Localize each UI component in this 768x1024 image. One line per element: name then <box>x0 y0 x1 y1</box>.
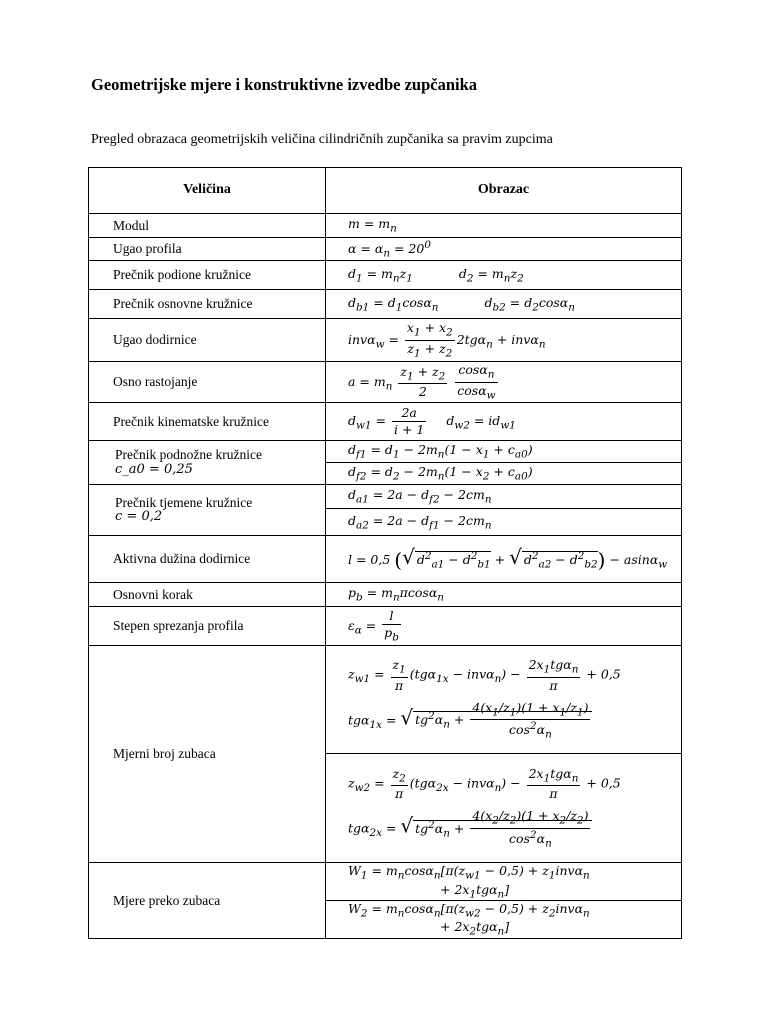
formula-aktivna-duzina: l = 0,5 (√ $d^2_{a1} - d^2_{b1}$ + √ $d^2_{a2} - d^2_{b2}) - asin\alpha_w$ <box>326 536 682 583</box>
formula-podnozna-2: $d_{f2} = d_2 - 2m_n(1 - x_2 + c_{a0})$ <box>326 463 682 485</box>
formula-podiona: $d_1 = m_nz_1$ $d_2 = m_nz_2$ <box>326 261 682 290</box>
table-row <box>89 485 682 509</box>
row-label: Prečnik podnožne kružnice <box>115 447 262 463</box>
row-label-group <box>89 485 326 536</box>
row-label: Ugao dodirnice <box>89 319 326 362</box>
formula-tjemena-2: $d_{a2} = 2a - d_{f1} - 2cm_n$ <box>326 509 682 536</box>
table-row <box>89 607 682 646</box>
formula-osno-rastojanje: $a = m_n$ $\frac{z_1 + z_2}{2}$ $\frac{\cos\alpha_n}{\cos\alpha_w}$ <box>326 362 682 403</box>
row-label: Osnovni korak <box>89 583 326 607</box>
header-velicina: Veličina <box>89 168 326 214</box>
table-row <box>89 403 682 441</box>
formula-osnovna: $d_{b1} = d_1\cos\alpha_n$ $d_{b2} = d_2\cos\alpha_n$ <box>326 290 682 319</box>
page-title: Geometrijske mjere i konstruktivne izvedbe zupčanika <box>91 75 478 94</box>
formula-mjere-preko-1: $W_1 = m_n\cos\alpha_n[\pi(z_{w1} - 0,5) + z_1inv\alpha_n$ + $2x_1tg\alpha_n$] <box>326 863 682 901</box>
row-label: Osno rastojanje <box>89 362 326 403</box>
formula-mjerni-broj-1: $z_{w1}$ = $\frac{z_1}{\pi}$ (tgα$_{1x}$ − invα$_n$) − $2x_1tg\alpha_n$ π + 0,5 tgα$_{1x}$ = √ $tg^2\alpha_n$ + $\frac{4(x_1/z_1)(1 + x_1/z_1)}{\cos^2\alpha_n}$ <box>326 646 682 754</box>
formula-mjere-preko-2: $W_2 = m_n\cos\alpha_n[\pi(z_{w2} - 0,5) + z_2inv\alpha_n$ + $2x_2tg\alpha_n$] <box>326 901 682 939</box>
row-label: Prečnik osnovne kružnice <box>89 290 326 319</box>
table-row <box>89 214 682 238</box>
page-subtitle: Pregled obrazaca geometrijskih veličina cilindričnih zupčanika sa pravim zupcima <box>91 132 553 147</box>
table-row <box>89 319 682 362</box>
formula-stepen-sprezanja: $\varepsilon_\alpha$ = $\frac{l}{p_b}$ <box>326 607 682 646</box>
formula-mjerni-broj-2: $z_{w2}$ = $\frac{z_2}{\pi}$ (tgα$_{2x}$ − invα$_n$) − $2x_1tg\alpha_n$ π + 0,5 tgα$_{2x}$ = √ $tg^2\alpha_n$ + $\frac{4(x_2/z_2)(1 + x_2/z_2)}{\cos^2\alpha_n}$ <box>326 754 682 863</box>
table-row <box>89 238 682 261</box>
row-label: Modul <box>89 214 326 238</box>
row-label: Mjerni broj zubaca <box>89 646 326 863</box>
row-sublabel: c_a0 = 0,25 <box>115 461 193 477</box>
formula-podnozna-1: $d_{f1} = d_1 - 2m_n(1 - x_1 + c_{a0})$ <box>326 441 682 463</box>
row-label: Aktivna dužina dodirnice <box>89 536 326 583</box>
row-label: Prečnik podione kružnice <box>89 261 326 290</box>
table-row <box>89 863 682 901</box>
table-row <box>89 290 682 319</box>
formula-ugao-dodirnice: invα$_w$ = $\frac{x_1 + x_2}{z_1 + z_2}$ 2tgα$_n$ + invα$_n$ <box>326 319 682 362</box>
formula-table <box>88 167 682 939</box>
formula-kinematska: $d_{w1}$ = $\frac{2a}{i + 1}$ $d_{w2} = id_{w1}$ <box>326 403 682 441</box>
row-label: Mjere preko zubaca <box>89 863 326 939</box>
row-label: Ugao profila <box>89 238 326 261</box>
header-obrazac: Obrazac <box>326 168 682 214</box>
table-header-row <box>89 168 682 214</box>
formula-modul: $m = m_n$ <box>326 214 682 238</box>
row-label: Stepen sprezanja profila <box>89 607 326 646</box>
table-row <box>89 362 682 403</box>
row-label: Prečnik tjemene kružnice <box>115 494 253 510</box>
formula-tjemena-1: $d_{a1} = 2a - d_{f2} - 2cm_n$ <box>326 485 682 509</box>
row-label-group <box>89 441 326 485</box>
formula-osnovni-korak: $p_b = m_n\pi\cos\alpha_n$ <box>326 583 682 607</box>
table-row <box>89 536 682 583</box>
table-row <box>89 441 682 463</box>
table-row <box>89 583 682 607</box>
row-sublabel: c = 0,2 <box>115 509 163 525</box>
table-row <box>89 261 682 290</box>
formula-ugao-profila: $\alpha = \alpha_n = 20^0$ <box>326 238 682 261</box>
table-row <box>89 646 682 754</box>
row-label: Prečnik kinematske kružnice <box>89 403 326 441</box>
